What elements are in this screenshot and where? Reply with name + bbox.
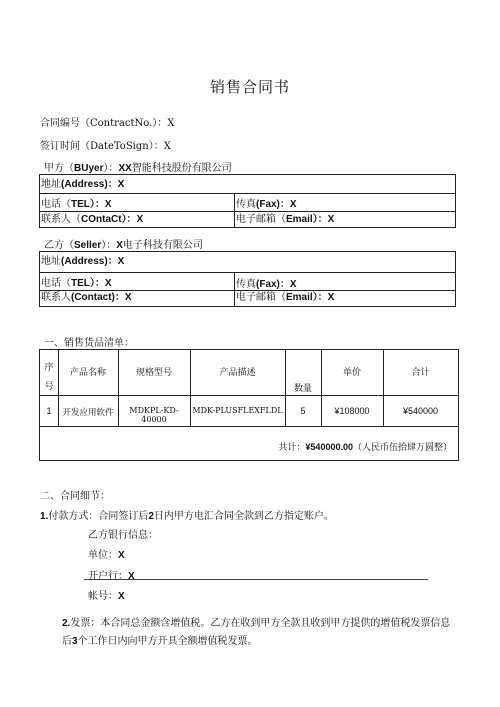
payment-clause: 1.付款方式：合同签订后2日内甲方电汇合同全款到乙方指定账户。 — [40, 511, 334, 522]
seller-info-table — [39, 251, 456, 307]
bank-name-underline — [84, 579, 428, 580]
row-total: ¥540000 — [402, 406, 439, 416]
seller-contact: 联系人(Contact)：X — [41, 292, 132, 303]
seller-address: 地址(Address)：X — [41, 256, 125, 267]
row-model: MDKPL-KD-40000 — [129, 406, 179, 424]
col-desc: 产品描述 — [219, 368, 256, 378]
seller-fax: 传真(Fax)：X — [236, 279, 297, 290]
col-seq-top: 序 — [44, 363, 54, 373]
buyer-fax: 传真(Fax)：X — [236, 199, 297, 210]
buyer-address: 地址(Address)：X — [41, 179, 125, 190]
row-seq: 1 — [46, 406, 52, 416]
goods-table — [39, 349, 459, 461]
col-model: 规格型号 — [135, 368, 172, 378]
invoice-clause-cont: 后3个工作日内向甲方开具全额增值税发票。 — [62, 636, 258, 647]
col-total: 合计 — [411, 368, 430, 378]
invoice-clause: 2.发票：本合同总金额含增值税。乙方在收到甲方全款且收到甲方提供的增值税发票信息 — [62, 618, 451, 629]
seller-header: 乙方（Seller）：X电子科技有限公司 — [44, 240, 203, 251]
contract-number: 合同编号（ContractNo.）：X — [40, 118, 175, 129]
sign-date: 签订时间（DateToSign）：X — [40, 141, 171, 152]
col-name: 产品名称 — [69, 368, 106, 378]
buyer-info-table — [39, 174, 456, 228]
goods-section-title: 一、销售货品清单： — [44, 338, 134, 349]
col-qty: 数量 — [293, 384, 312, 394]
bank-name: 开户行：X — [88, 571, 135, 582]
seller-email: 电子邮箱（Email）：X — [236, 292, 335, 303]
bank-unit: 单位：X — [88, 550, 125, 561]
col-seq-bottom: 号 — [44, 382, 54, 392]
seller-tel: 电话（TEL）：X — [41, 278, 112, 289]
bank-info-title: 乙方银行信息： — [88, 530, 158, 541]
buyer-tel: 电话（TEL）：X — [41, 199, 112, 210]
details-section-title: 二、合同细节： — [40, 491, 110, 502]
buyer-header: 甲方（BUyer）：XX智能科技股份有限公司 — [44, 163, 232, 174]
col-price: 单价 — [342, 368, 361, 378]
goods-sum: 共计：¥540000.00（人民币伍拾肆万圆整） — [278, 442, 452, 453]
row-name: 开发应用软件 — [62, 408, 114, 418]
row-desc: MDK-PLUSFLEXFLDL — [192, 406, 283, 415]
page-title: 销售合同书 — [209, 78, 290, 96]
bank-account: 帐号：X — [88, 591, 125, 602]
buyer-contact: 联系人（COntaCt）：X — [41, 214, 144, 225]
row-price: ¥108000 — [334, 406, 370, 416]
row-qty: 5 — [300, 406, 306, 416]
buyer-email: 电子邮箱（Email）：X — [236, 214, 335, 225]
